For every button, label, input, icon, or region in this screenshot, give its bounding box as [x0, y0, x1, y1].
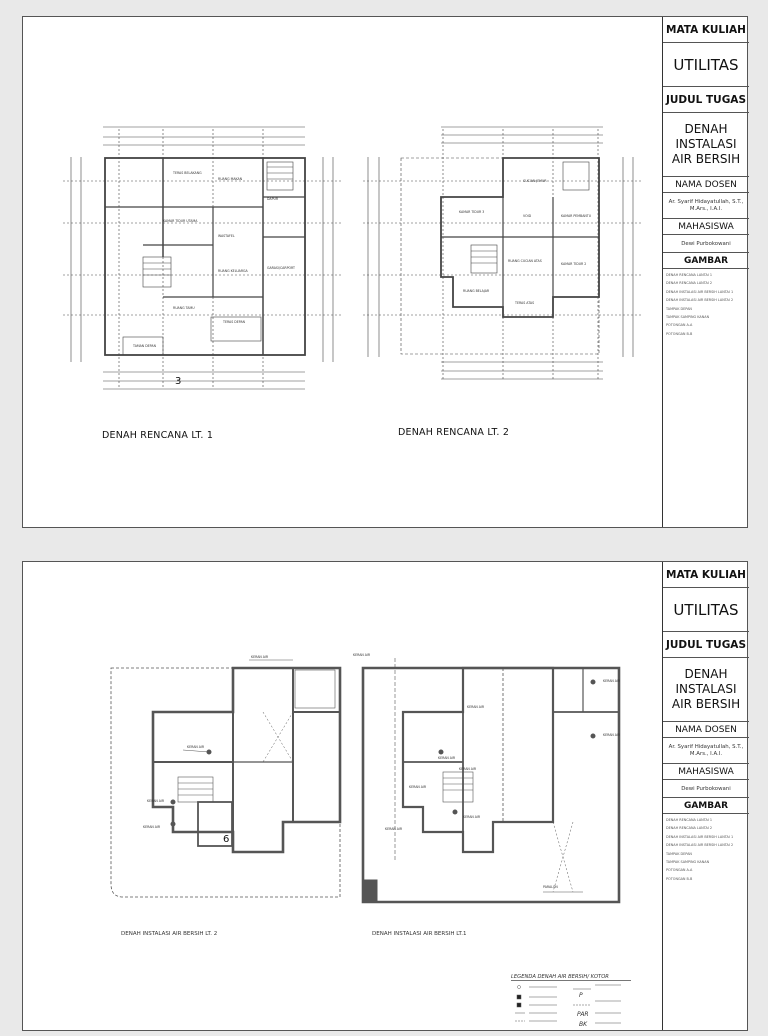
drawing-list-item: DENAH RENCANA LANTAI 1 [666, 273, 713, 277]
drawing-sheet-1 [22, 16, 748, 528]
legend-par-symbol: PAR [577, 1011, 589, 1018]
svg-text:KAMAR TIDUR 2: KAMAR TIDUR 2 [561, 262, 587, 266]
svg-text:TERAS DEPAN: TERAS DEPAN [223, 320, 246, 324]
plan-water-lt2 [111, 660, 340, 897]
plan-lt1 [63, 127, 341, 389]
legend-title: LEGENDA DENAH AIR BERSIH/ KOTOR [511, 974, 631, 981]
svg-text:KERAN AIR: KERAN AIR [251, 655, 269, 659]
svg-text:KERAN AIR: KERAN AIR [143, 825, 161, 829]
svg-text:KAMAR TIDUR UTAMA: KAMAR TIDUR UTAMA [163, 219, 198, 223]
svg-text:KERAN AIR: KERAN AIR [603, 679, 621, 683]
legend-p-symbol: P [579, 992, 583, 999]
legend-bk-symbol: BK [579, 1021, 588, 1028]
caption-denah-lt1: DENAH RENCANA LT. 1 [102, 430, 214, 441]
svg-text:RUANG TAMU: RUANG TAMU [173, 306, 195, 310]
svg-text:RUANG KELUARGA: RUANG KELUARGA [218, 269, 248, 273]
lecturer-name: Ar. Syarif Hidayatullah, S.T., M.Ars., I.A.I. [663, 738, 749, 764]
student-name: Dewi Purbokowani [663, 780, 749, 798]
student-label: MAHASISWA [663, 764, 749, 780]
svg-text:KERAN AIR: KERAN AIR [147, 799, 165, 803]
drawing-label: GAMBAR [663, 253, 749, 269]
plumbing-plans [23, 562, 662, 1032]
drawing-list-item: POTONGAN B-B [666, 876, 693, 881]
svg-text:VOID: VOID [523, 214, 532, 218]
plumbing-legend [511, 974, 631, 1030]
lecturer-label: NAMA DOSEN [663, 722, 749, 738]
svg-text:RUANG MAKAN: RUANG MAKAN [218, 177, 243, 181]
student-label: MAHASISWA [663, 219, 749, 235]
drawing-list [663, 269, 749, 344]
drawing-title: DENAH INSTALASI AIR BERSIH [663, 658, 749, 722]
svg-text:RUANG CUCIAN ATAS: RUANG CUCIAN ATAS [508, 259, 542, 263]
legend-symbols [511, 981, 631, 1027]
svg-text:TERAS ATAS: TERAS ATAS [515, 301, 535, 305]
svg-text:KERAN AIR: KERAN AIR [353, 653, 371, 657]
svg-text:DAPUR: DAPUR [267, 197, 279, 201]
svg-text:WASTAFEL: WASTAFEL [218, 234, 235, 238]
course-label: MATA KULIAH [663, 562, 749, 588]
svg-text:RUANG BELAJAR: RUANG BELAJAR [463, 289, 490, 293]
course-name: UTILITAS [663, 43, 749, 87]
course-label: MATA KULIAH [663, 17, 749, 43]
caption-instalasi-lt1: DENAH INSTALASI AIR BERSIH LT.1 [372, 931, 467, 937]
svg-text:GARASI/CARPORT: GARASI/CARPORT [267, 266, 295, 270]
drawing-list-item: DENAH INSTALASI AIR BERSIH LANTAI 1 [666, 289, 734, 294]
drawing-list-item: POTONGAN B-B [666, 331, 693, 336]
svg-text:KERAN AIR: KERAN AIR [459, 767, 477, 771]
drawing-list-item: DENAH RENCANA LANTAI 1 [666, 818, 713, 822]
drawing-list-item: DENAH INSTALASI AIR BERSIH LANTAI 2 [666, 298, 734, 303]
caption-instalasi-lt2: DENAH INSTALASI AIR BERSIH LT. 2 [121, 931, 218, 937]
floor-plans-lt1-lt2 [23, 17, 662, 529]
drawing-list-item: DENAH INSTALASI AIR BERSIH LANTAI 1 [666, 834, 734, 839]
drawing-title: DENAH INSTALASI AIR BERSIH [663, 113, 749, 177]
title-label: JUDUL TUGAS [663, 632, 749, 658]
caption-denah-lt2: DENAH RENCANA LT. 2 [398, 427, 510, 438]
drawing-list [663, 814, 749, 889]
svg-text:KERAN AIR: KERAN AIR [385, 827, 403, 831]
plan-lt2 [363, 127, 643, 379]
drawing-list-item: DENAH RENCANA LANTAI 2 [666, 281, 713, 286]
svg-text:KERAN AIR: KERAN AIR [463, 815, 481, 819]
svg-text:TERAS BELAKANG: TERAS BELAKANG [173, 171, 202, 175]
svg-text:KERAN AIR: KERAN AIR [187, 745, 205, 749]
drawing-sheet-2 [22, 561, 748, 1031]
svg-text:KERAN AIR: KERAN AIR [603, 733, 621, 737]
svg-text:KAMAR PEMBANTU: KAMAR PEMBANTU [561, 214, 592, 218]
svg-text:KAMAR TIDUR 3: KAMAR TIDUR 3 [459, 210, 485, 214]
drawing-label: GAMBAR [663, 798, 749, 814]
drawing-list-item: DENAH RENCANA LANTAI 2 [666, 826, 713, 831]
drawing-list-item: TAMPAK DEPAN [666, 851, 692, 856]
drawing-list-item: POTONGAN A-A [666, 868, 693, 873]
plan-water-lt1 [363, 658, 619, 902]
course-name: UTILITAS [663, 588, 749, 632]
svg-text:KERAN AIR: KERAN AIR [438, 756, 456, 760]
title-label: JUDUL TUGAS [663, 87, 749, 113]
svg-text:KERAN AIR: KERAN AIR [467, 705, 485, 709]
drawing-list-item: TAMPAK DEPAN [666, 306, 692, 311]
section-marker-3: 3 [175, 376, 182, 387]
plumbing-plan-area [23, 562, 662, 1030]
student-name: Dewi Purbokowani [663, 235, 749, 253]
drawing-list-item: TAMPAK SAMPING KANAN [666, 859, 710, 864]
svg-text:PARALON: PARALON [543, 885, 558, 889]
floor-plan-area [23, 17, 662, 527]
svg-text:CUCIAN JEMUR: CUCIAN JEMUR [523, 179, 547, 183]
svg-text:TAMAN DEPAN: TAMAN DEPAN [133, 344, 156, 348]
lecturer-name: Ar. Syarif Hidayatullah, S.T., M.Ars., I.A.I. [663, 193, 749, 219]
section-marker-6: 6 [223, 834, 230, 845]
title-block [662, 17, 749, 527]
drawing-list-item: POTONGAN A-A [666, 323, 693, 328]
drawing-list-item: DENAH INSTALASI AIR BERSIH LANTAI 2 [666, 843, 734, 848]
plumbing-labels [143, 653, 621, 889]
title-block [662, 562, 749, 1030]
drawing-list-item: TAMPAK SAMPING KANAN [666, 314, 710, 319]
lecturer-label: NAMA DOSEN [663, 177, 749, 193]
svg-text:KERAN AIR: KERAN AIR [409, 785, 427, 789]
